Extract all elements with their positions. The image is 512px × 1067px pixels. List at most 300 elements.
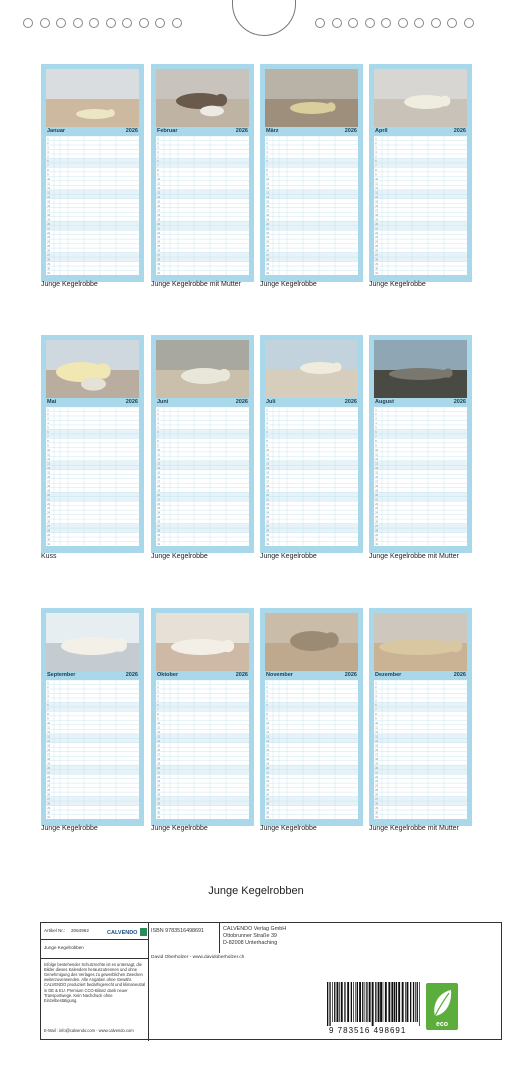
svg-text:4: 4 [157, 695, 159, 699]
svg-text:18: 18 [47, 213, 51, 217]
svg-text:10: 10 [375, 721, 379, 725]
month-card [41, 608, 144, 826]
binding-hole [139, 18, 149, 28]
month-name: April [375, 128, 388, 134]
svg-text:6: 6 [47, 160, 49, 163]
svg-text:7: 7 [266, 708, 268, 712]
binding-hole [398, 18, 408, 28]
svg-text:10: 10 [157, 721, 161, 725]
svg-text:13: 13 [266, 191, 270, 195]
svg-text:10: 10 [266, 448, 270, 452]
svg-text:9: 9 [266, 717, 268, 721]
svg-text:16: 16 [375, 475, 379, 479]
svg-text:3: 3 [157, 690, 159, 694]
month-name: Februar [157, 128, 178, 134]
svg-text:21: 21 [266, 771, 270, 775]
svg-text:15: 15 [266, 744, 270, 748]
month-header [46, 398, 139, 406]
svg-text:6: 6 [157, 431, 159, 434]
svg-text:16: 16 [47, 475, 51, 479]
month-name: Dezember [375, 672, 402, 678]
svg-text:23: 23 [47, 780, 51, 784]
month-caption: Junge Kegelrobbe [260, 553, 317, 560]
svg-text:24: 24 [266, 784, 270, 788]
svg-text:27: 27 [157, 798, 161, 802]
month-caption: Kuss [41, 553, 57, 560]
svg-text:25: 25 [375, 516, 379, 520]
svg-text:16: 16 [375, 748, 379, 752]
svg-text:27: 27 [375, 798, 379, 802]
svg-text:12: 12 [47, 186, 51, 190]
svg-text:10: 10 [375, 177, 379, 181]
month-header [374, 671, 467, 679]
svg-text:24: 24 [266, 511, 270, 515]
svg-text:21: 21 [157, 498, 161, 502]
svg-text:13: 13 [47, 735, 51, 739]
svg-text:24: 24 [375, 511, 379, 515]
binding-hole [332, 18, 342, 28]
svg-text:23: 23 [375, 507, 379, 511]
svg-text:27: 27 [266, 254, 270, 258]
month-card [151, 608, 254, 826]
svg-text:15: 15 [47, 200, 51, 204]
month-name: Mai [47, 399, 57, 405]
svg-text:25: 25 [47, 516, 51, 520]
svg-text:12: 12 [375, 730, 379, 734]
month-year: 2026 [125, 672, 138, 678]
svg-text:10: 10 [266, 721, 270, 725]
svg-text:27: 27 [266, 525, 270, 529]
svg-text:4: 4 [157, 422, 159, 426]
svg-text:10: 10 [47, 721, 51, 725]
svg-text:22: 22 [157, 231, 161, 235]
svg-text:13: 13 [157, 191, 161, 195]
svg-text:1: 1 [375, 137, 377, 141]
legal-text: Infolge bestehender Schutzrechte ist es untersagt, die Bilder dieses Kalenders herauszutrennen und ohne Genehmigung des Verlages zu gewerblichen Zwecken weiterzuverwenden. Alle Angaben ohne Gewähr. CALVENDO produziert bedarfsgerecht und klimaneutral in DE & EU. Premium CCO-Bilanz dank neuer Transportwege. Kein Nachdruck ohne Einzelbestätigung. [44, 962, 146, 1003]
svg-text:2: 2 [375, 142, 377, 146]
publisher-street: Ottobrunner Straße 39 [223, 933, 277, 939]
svg-text:12: 12 [157, 186, 161, 190]
svg-text:24: 24 [266, 240, 270, 244]
svg-text:31: 31 [157, 816, 161, 819]
product-name: Junge Kegelrobben [44, 945, 84, 950]
svg-text:6: 6 [157, 704, 159, 707]
svg-text:15: 15 [157, 744, 161, 748]
svg-text:14: 14 [47, 195, 51, 199]
svg-text:27: 27 [47, 525, 51, 529]
svg-text:30: 30 [266, 811, 270, 815]
svg-text:20: 20 [266, 493, 270, 497]
svg-text:8: 8 [47, 439, 49, 443]
month-year: 2026 [453, 128, 466, 134]
svg-text:21: 21 [157, 227, 161, 231]
svg-text:16: 16 [157, 748, 161, 752]
svg-text:28: 28 [375, 529, 379, 533]
svg-text:11: 11 [266, 726, 269, 730]
svg-text:3: 3 [375, 690, 377, 694]
svg-text:3: 3 [266, 146, 268, 150]
svg-text:22: 22 [266, 502, 270, 506]
svg-text:16: 16 [266, 748, 270, 752]
svg-text:16: 16 [157, 475, 161, 479]
month-card [41, 335, 144, 553]
svg-text:9: 9 [266, 173, 268, 177]
svg-text:23: 23 [266, 507, 270, 511]
svg-text:15: 15 [375, 471, 379, 475]
svg-text:31: 31 [266, 816, 270, 819]
month-card [369, 608, 472, 826]
month-header [265, 671, 358, 679]
svg-text:17: 17 [266, 480, 270, 484]
svg-text:21: 21 [375, 498, 379, 502]
month-year: 2026 [235, 399, 248, 405]
svg-text:26: 26 [375, 793, 379, 797]
svg-text:10: 10 [157, 448, 161, 452]
svg-text:13: 13 [47, 191, 51, 195]
month-day-grid [156, 407, 249, 546]
month-card [41, 64, 144, 282]
svg-text:23: 23 [266, 236, 270, 240]
svg-text:11: 11 [375, 453, 378, 457]
svg-text:11: 11 [266, 182, 269, 186]
svg-text:10: 10 [47, 448, 51, 452]
svg-text:8: 8 [375, 712, 377, 716]
svg-text:14: 14 [47, 739, 51, 743]
svg-text:30: 30 [266, 267, 270, 271]
svg-text:20: 20 [375, 222, 379, 226]
svg-text:2: 2 [157, 686, 159, 690]
binding-hole [365, 18, 375, 28]
svg-text:7: 7 [47, 708, 49, 712]
footer-box [40, 922, 502, 1040]
svg-text:9: 9 [375, 173, 377, 177]
svg-text:28: 28 [47, 802, 51, 806]
svg-text:29: 29 [375, 534, 379, 538]
footer-divider [148, 923, 149, 1041]
svg-text:20: 20 [157, 493, 161, 497]
svg-text:16: 16 [375, 204, 379, 208]
month-caption: Junge Kegelrobbe [260, 281, 317, 288]
svg-text:22: 22 [375, 502, 379, 506]
svg-text:7: 7 [375, 164, 377, 168]
svg-text:12: 12 [266, 730, 270, 734]
binding-hole [122, 18, 132, 28]
svg-text:31: 31 [157, 272, 161, 275]
calvendo-logo [106, 927, 148, 937]
month-caption: Junge Kegelrobbe mit Mutter [369, 825, 459, 832]
svg-text:20: 20 [157, 766, 161, 770]
svg-text:12: 12 [47, 457, 51, 461]
svg-text:4: 4 [47, 422, 49, 426]
svg-text:17: 17 [47, 753, 51, 757]
svg-text:24: 24 [47, 784, 51, 788]
footer-divider [41, 939, 148, 940]
svg-text:17: 17 [266, 753, 270, 757]
svg-text:5: 5 [375, 155, 377, 159]
svg-text:25: 25 [266, 789, 270, 793]
month-photo [374, 613, 467, 671]
svg-text:7: 7 [266, 435, 268, 439]
month-card [369, 335, 472, 553]
svg-text:17: 17 [47, 209, 51, 213]
svg-text:27: 27 [375, 525, 379, 529]
month-header [156, 127, 249, 135]
svg-text:30: 30 [266, 538, 270, 542]
binding-hole [381, 18, 391, 28]
svg-text:27: 27 [157, 525, 161, 529]
svg-text:22: 22 [47, 775, 51, 779]
svg-text:10: 10 [157, 177, 161, 181]
month-name: September [47, 672, 76, 678]
svg-text:13: 13 [375, 735, 379, 739]
svg-text:29: 29 [375, 263, 379, 267]
svg-text:1: 1 [266, 137, 268, 141]
month-day-grid [374, 136, 467, 275]
svg-text:19: 19 [266, 218, 270, 222]
month-photo [265, 613, 358, 671]
svg-text:1: 1 [266, 681, 268, 685]
svg-text:25: 25 [157, 516, 161, 520]
month-year: 2026 [344, 128, 357, 134]
svg-text:12: 12 [157, 457, 161, 461]
month-day-grid [374, 407, 467, 546]
svg-text:4: 4 [157, 151, 159, 155]
svg-text:29: 29 [157, 263, 161, 267]
svg-text:28: 28 [375, 258, 379, 262]
svg-text:15: 15 [157, 200, 161, 204]
svg-text:6: 6 [375, 431, 377, 434]
month-photo [265, 69, 358, 127]
svg-text:28: 28 [266, 258, 270, 262]
svg-text:24: 24 [157, 240, 161, 244]
svg-text:24: 24 [47, 240, 51, 244]
svg-text:11: 11 [157, 182, 160, 186]
svg-text:28: 28 [47, 529, 51, 533]
svg-text:22: 22 [47, 231, 51, 235]
svg-text:18: 18 [47, 757, 51, 761]
svg-text:29: 29 [157, 807, 161, 811]
svg-text:3: 3 [375, 417, 377, 421]
svg-text:12: 12 [375, 186, 379, 190]
svg-text:2: 2 [47, 413, 49, 417]
svg-text:24: 24 [47, 511, 51, 515]
svg-text:19: 19 [266, 762, 270, 766]
svg-text:31: 31 [157, 543, 161, 546]
svg-text:23: 23 [375, 780, 379, 784]
month-name: Juli [266, 399, 276, 405]
svg-text:22: 22 [157, 775, 161, 779]
svg-text:1: 1 [375, 408, 377, 412]
svg-text:9: 9 [375, 717, 377, 721]
svg-text:1: 1 [157, 137, 159, 141]
month-header [265, 127, 358, 135]
svg-text:2: 2 [157, 413, 159, 417]
month-card [151, 335, 254, 553]
svg-text:20: 20 [157, 222, 161, 226]
svg-text:19: 19 [375, 762, 379, 766]
svg-text:1: 1 [47, 137, 49, 141]
svg-text:26: 26 [375, 249, 379, 253]
svg-text:31: 31 [266, 543, 270, 546]
svg-text:17: 17 [266, 209, 270, 213]
svg-text:6: 6 [375, 704, 377, 707]
svg-text:1: 1 [157, 681, 159, 685]
svg-text:29: 29 [157, 534, 161, 538]
svg-text:30: 30 [375, 538, 379, 542]
svg-text:27: 27 [47, 254, 51, 258]
svg-text:27: 27 [47, 798, 51, 802]
svg-text:25: 25 [157, 789, 161, 793]
month-name: Januar [47, 128, 66, 134]
svg-text:24: 24 [157, 511, 161, 515]
svg-text:8: 8 [266, 168, 268, 172]
svg-text:19: 19 [157, 762, 161, 766]
svg-text:3: 3 [266, 690, 268, 694]
month-photo [265, 340, 358, 398]
svg-text:25: 25 [157, 245, 161, 249]
svg-text:9: 9 [157, 173, 159, 177]
svg-text:9: 9 [157, 444, 159, 448]
svg-text:15: 15 [157, 471, 161, 475]
svg-text:14: 14 [266, 739, 270, 743]
svg-text:17: 17 [375, 209, 379, 213]
footer-divider [219, 923, 220, 953]
binding-hole [56, 18, 66, 28]
svg-text:21: 21 [375, 771, 379, 775]
svg-text:22: 22 [375, 231, 379, 235]
svg-text:22: 22 [47, 502, 51, 506]
svg-text:26: 26 [47, 249, 51, 253]
binding-hole [172, 18, 182, 28]
svg-text:9: 9 [47, 717, 49, 721]
svg-text:27: 27 [266, 798, 270, 802]
svg-text:15: 15 [375, 200, 379, 204]
svg-text:4: 4 [47, 695, 49, 699]
svg-text:2: 2 [157, 142, 159, 146]
svg-text:22: 22 [375, 775, 379, 779]
month-header [156, 671, 249, 679]
svg-text:9: 9 [157, 717, 159, 721]
svg-text:21: 21 [266, 498, 270, 502]
svg-text:30: 30 [157, 538, 161, 542]
svg-text:13: 13 [157, 735, 161, 739]
svg-text:7: 7 [157, 708, 159, 712]
month-day-grid [265, 136, 358, 275]
svg-text:23: 23 [157, 780, 161, 784]
svg-text:21: 21 [375, 227, 379, 231]
month-caption: Junge Kegelrobbe [260, 825, 317, 832]
svg-text:29: 29 [47, 807, 51, 811]
month-name: November [266, 672, 293, 678]
svg-text:31: 31 [47, 816, 51, 819]
month-day-grid [156, 680, 249, 819]
month-photo [156, 69, 249, 127]
svg-text:18: 18 [47, 484, 51, 488]
month-year: 2026 [125, 399, 138, 405]
svg-text:7: 7 [157, 164, 159, 168]
svg-text:14: 14 [157, 195, 161, 199]
svg-text:6: 6 [47, 704, 49, 707]
svg-text:9: 9 [47, 173, 49, 177]
svg-text:27: 27 [157, 254, 161, 258]
svg-text:28: 28 [157, 258, 161, 262]
svg-text:30: 30 [375, 811, 379, 815]
month-header [46, 127, 139, 135]
svg-text:19: 19 [157, 489, 161, 493]
svg-text:18: 18 [157, 484, 161, 488]
author-credit: David Oberholzer - www.davidoberholzer.ch [151, 955, 245, 960]
svg-text:6: 6 [375, 160, 377, 163]
month-header [46, 671, 139, 679]
month-name: Oktober [157, 672, 179, 678]
svg-text:12: 12 [266, 186, 270, 190]
month-year: 2026 [453, 399, 466, 405]
svg-text:8: 8 [157, 168, 159, 172]
svg-text:11: 11 [375, 726, 378, 730]
svg-text:21: 21 [266, 227, 270, 231]
footer-divider [41, 958, 148, 959]
month-card [260, 608, 363, 826]
svg-text:5: 5 [157, 426, 159, 430]
svg-text:5: 5 [375, 699, 377, 703]
svg-text:20: 20 [47, 766, 51, 770]
svg-text:17: 17 [157, 753, 161, 757]
month-caption: Junge Kegelrobbe [151, 553, 208, 560]
svg-text:16: 16 [266, 204, 270, 208]
month-card [151, 64, 254, 282]
svg-text:25: 25 [47, 789, 51, 793]
svg-text:18: 18 [375, 757, 379, 761]
month-day-grid [156, 136, 249, 275]
svg-text:26: 26 [47, 520, 51, 524]
binding-hole [23, 18, 33, 28]
svg-text:7: 7 [47, 164, 49, 168]
svg-text:3: 3 [47, 417, 49, 421]
month-caption: Junge Kegelrobbe mit Mutter [151, 281, 241, 288]
binding-hole [155, 18, 165, 28]
month-header [374, 398, 467, 406]
svg-text:12: 12 [375, 457, 379, 461]
month-name: August [375, 399, 394, 405]
svg-text:4: 4 [375, 695, 377, 699]
svg-text:5: 5 [47, 426, 49, 430]
month-day-grid [265, 680, 358, 819]
svg-text:21: 21 [47, 771, 51, 775]
svg-text:2: 2 [47, 142, 49, 146]
month-year: 2026 [344, 672, 357, 678]
svg-text:2: 2 [375, 686, 377, 690]
svg-text:23: 23 [157, 236, 161, 240]
svg-text:2: 2 [375, 413, 377, 417]
svg-text:18: 18 [266, 213, 270, 217]
month-year: 2026 [344, 399, 357, 405]
svg-text:2: 2 [47, 686, 49, 690]
svg-text:8: 8 [375, 439, 377, 443]
month-year: 2026 [235, 672, 248, 678]
svg-text:21: 21 [157, 771, 161, 775]
svg-text:4: 4 [266, 151, 268, 155]
svg-text:8: 8 [266, 712, 268, 716]
svg-text:20: 20 [47, 493, 51, 497]
svg-text:11: 11 [47, 726, 50, 730]
svg-text:1: 1 [47, 681, 49, 685]
month-day-grid [46, 407, 139, 546]
svg-text:18: 18 [375, 484, 379, 488]
svg-text:18: 18 [157, 757, 161, 761]
month-caption: Junge Kegelrobbe [41, 825, 98, 832]
svg-text:28: 28 [157, 529, 161, 533]
month-caption: Junge Kegelrobbe [369, 281, 426, 288]
